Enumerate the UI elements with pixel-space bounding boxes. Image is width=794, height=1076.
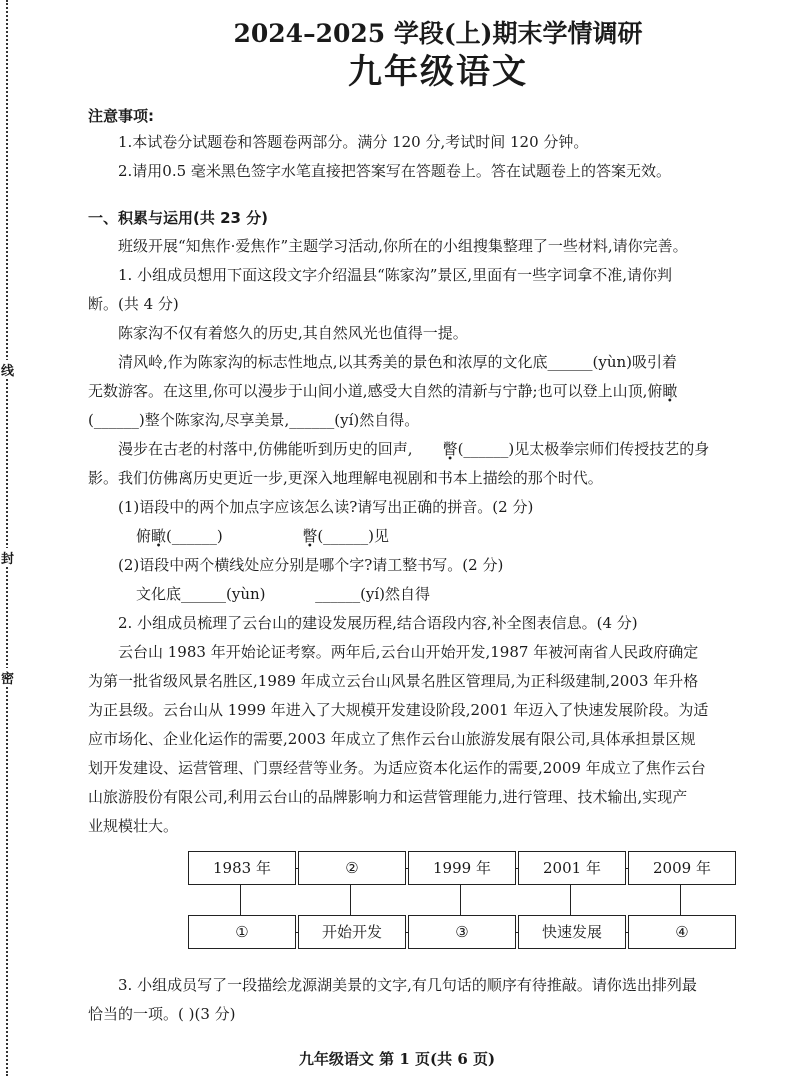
- timeline-year-box: 1983 年: [188, 851, 296, 885]
- q2-passage-line: 山旅游股份有限公司,利用云台山的品牌影响力和运营管理能力,进行管理、技术输出,实现产: [88, 788, 688, 806]
- dotted-char: 瞥: [302, 527, 318, 545]
- binding-mark-feng: 封: [1, 548, 13, 567]
- passage-para2-cont: [88, 377, 788, 406]
- dotted-char: 瞰: [662, 382, 678, 400]
- q2-stem: 2. 小组成员梳理了云台山的建设发展历程,结合语段内容,补全图表信息。(4 分): [118, 614, 638, 632]
- section-intro: 班级开展“知焦作·爱焦作”主题学习活动,你所在的小组搜集整理了一些材料,请你完善。: [118, 237, 688, 255]
- timeline-stage-box: 开始开发: [298, 915, 406, 949]
- answer-blank: ______(yí)然自得: [315, 585, 431, 603]
- passage-para3-end: 影。我们仿佛离历史更近一步,更深入地理解电视剧和书本上描绘的那个时代。: [88, 469, 603, 487]
- timeline-link: [460, 885, 461, 917]
- answer-blank: 文化底______(yùn): [136, 585, 266, 603]
- binding-mark-mi: 密: [1, 668, 13, 687]
- timeline-chart: [88, 851, 788, 963]
- timeline-blank-box: ④: [628, 915, 736, 949]
- binding-mark-xian: 线: [1, 360, 13, 379]
- timeline-link: [240, 885, 241, 917]
- timeline-year-box: 2009 年: [628, 851, 736, 885]
- timeline-year-box: 1999 年: [408, 851, 516, 885]
- notes-heading: 注意事项:: [88, 107, 154, 125]
- q2-passage-line: 划开发建设、运营管理、门票经营等业务。为适应资本化运作的需要,2009 年成立了焦作云台: [88, 759, 706, 777]
- q1-stem: 1. 小组成员想用下面这段文字介绍温县“陈家沟”景区,里面有一些字词拿不准,请你判: [118, 266, 672, 284]
- q2-passage-line: 应市场化、企业化运作的需要,2003 年成立了焦作云台山旅游发展有限公司,具体承担景区规: [88, 730, 696, 748]
- passage-para1: 陈家沟不仅有着悠久的历史,其自然风光也值得一提。: [118, 324, 468, 342]
- timeline-link: [350, 885, 351, 917]
- timeline-blank-box: ②: [298, 851, 406, 885]
- q2-passage-line: 为正县级。云台山从 1999 年进入了大规模开发建设阶段,2001 年迈入了快速发展阶段。为适: [88, 701, 709, 719]
- passage-para2-end: (______)整个陈家沟,尽享美景,______(yí)然自得。: [88, 411, 420, 429]
- q3-stem: 3. 小组成员写了一段描绘龙源湖美景的文字,有几句话的顺序有待推敲。请你选出排列最: [118, 976, 697, 994]
- passage-para2: 清风岭,作为陈家沟的标志性地点,以其秀美的景色和浓厚的文化底______(yùn)吸引着: [118, 353, 678, 371]
- q2-passage-line: 为第一批省级风景名胜区,1989 年成立云台山风景名胜区管理局,为正科级建制,2003 年升格: [88, 672, 699, 690]
- note-item: 2.请用0.5 毫米黑色签字水笔直接把答案写在答题卷上。答在试题卷上的答案无效。: [118, 162, 671, 180]
- section-heading: 一、积累与运用(共 23 分): [88, 209, 269, 227]
- exam-page: [88, 18, 788, 1029]
- passage-text: (______)见太极拳宗师们传授技艺的身: [457, 440, 710, 458]
- dotted-char: 瞥: [442, 440, 458, 458]
- page-footer: 九年级语文 第 1 页(共 6 页): [298, 1050, 496, 1068]
- q2-passage-line: 业规模壮大。: [88, 817, 179, 835]
- sub-question-1: (1)语段中的两个加点字应该怎么读?请写出正确的拼音。(2 分): [118, 498, 534, 516]
- sub-question-2: (2)语段中两个横线处应分别是哪个字?请工整书写。(2 分): [118, 556, 504, 574]
- binding-dotted-line: [6, 0, 8, 1076]
- exam-title: 2024–2025 学段(上)期末学情调研: [233, 19, 643, 48]
- timeline-year-box: 2001 年: [518, 851, 626, 885]
- q3-stem-cont: 恰当的一项。( )(3 分): [88, 1005, 236, 1023]
- answer-char: 俯: [136, 527, 152, 545]
- dotted-char: 瞰: [151, 527, 167, 545]
- note-item: 1.本试卷分试题卷和答题卷两部分。满分 120 分,考试时间 120 分钟。: [118, 133, 589, 151]
- q2-passage-line: 云台山 1983 年开始论证考察。两年后,云台山开始开发,1987 年被河南省人民政府确定: [118, 643, 699, 661]
- timeline-link: [680, 885, 681, 917]
- timeline-blank-box: ①: [188, 915, 296, 949]
- sub-question-1-answers: [88, 522, 788, 551]
- passage-para3: [88, 435, 788, 464]
- answer-blank: (______)见: [317, 527, 390, 545]
- answer-blank: (______): [166, 527, 223, 545]
- sub-question-2-answers: [88, 580, 788, 609]
- passage-text: 漫步在古老的村落中,仿佛能听到历史的回声,: [118, 440, 413, 458]
- subject-title: 九年级语文: [348, 52, 528, 92]
- timeline-blank-box: ③: [408, 915, 516, 949]
- q1-stem-cont: 断。(共 4 分): [88, 295, 179, 313]
- timeline-link: [570, 885, 571, 917]
- timeline-stage-box: 快速发展: [518, 915, 626, 949]
- passage-text: 无数游客。在这里,你可以漫步于山间小道,感受大自然的清新与宁静;也可以登上山顶,俯: [88, 382, 663, 400]
